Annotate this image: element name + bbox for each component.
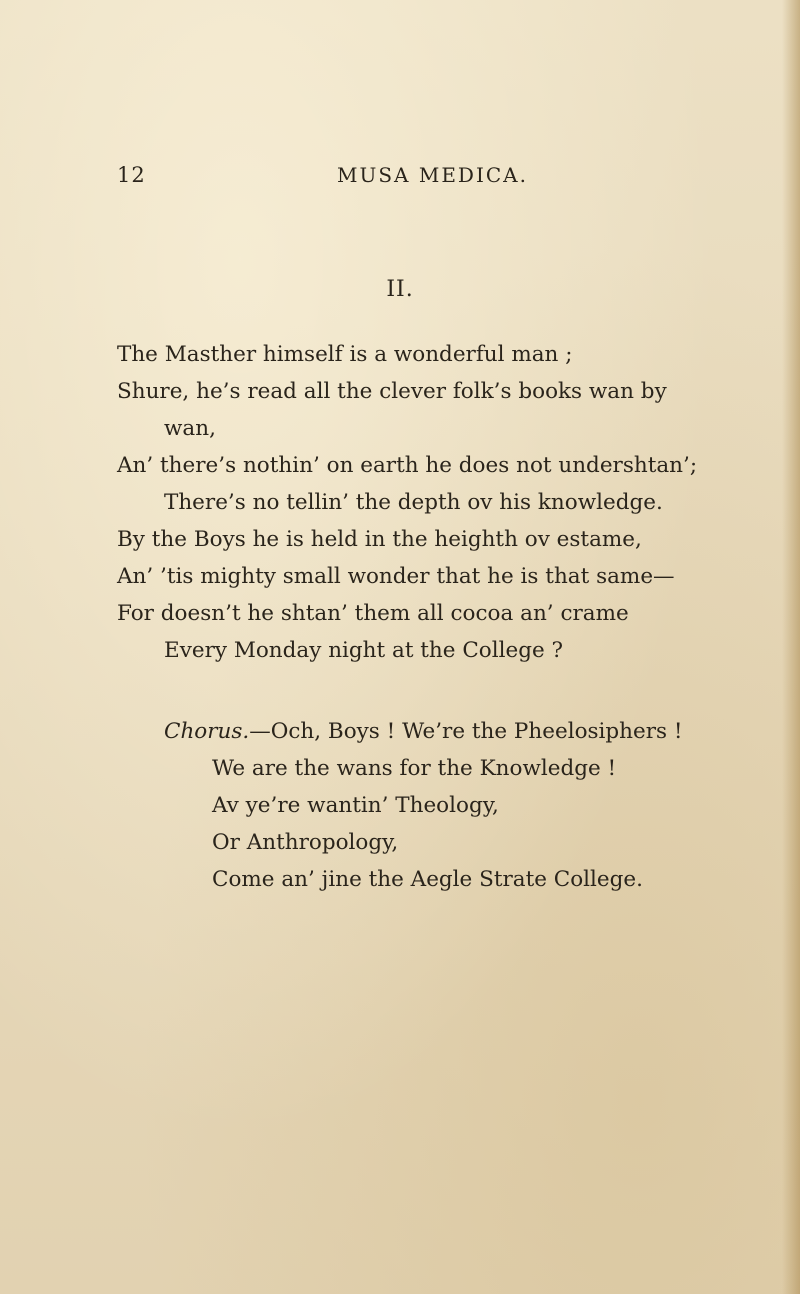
chorus-first-line bbox=[164, 717, 683, 747]
chorus-line: Or Anthropology, bbox=[212, 830, 399, 855]
verse-line: Every Monday night at the College ? bbox=[164, 638, 564, 663]
verse-line: There’s no tellin’ the depth ov his knowledge. bbox=[164, 490, 663, 515]
verse-line: An’ ’tis mighty small wonder that he is that same— bbox=[117, 564, 675, 589]
chorus-line: We are the wans for the Knowledge ! bbox=[212, 756, 617, 781]
verse-line: The Masther himself is a wonderful man ; bbox=[117, 342, 573, 367]
verse-line: wan, bbox=[164, 416, 216, 441]
verse-line: Shure, he’s read all the clever folk’s books wan by bbox=[117, 379, 667, 404]
verse-line: An’ there’s nothin’ on earth he does not undershtan’; bbox=[117, 453, 698, 478]
verse-line: For doesn’t he shtan’ them all cocoa an’ crame bbox=[117, 601, 629, 626]
chorus-line: Come an’ jine the Aegle Strate College. bbox=[212, 867, 643, 892]
verse-line: By the Boys he is held in the heighth ov estame, bbox=[117, 527, 642, 552]
page-edge-shadow bbox=[782, 0, 800, 1294]
chorus-line: Av ye’re wantin’ Theology, bbox=[212, 793, 499, 818]
section-heading: II. bbox=[386, 277, 414, 302]
chorus-label: Chorus. bbox=[164, 719, 250, 744]
running-head: MUSA MEDICA. bbox=[337, 163, 528, 187]
chorus-first-line-text: —Och, Boys ! We’re the Pheelosiphers ! bbox=[249, 719, 683, 744]
page-number: 12 bbox=[117, 163, 146, 187]
page-header bbox=[0, 163, 800, 193]
